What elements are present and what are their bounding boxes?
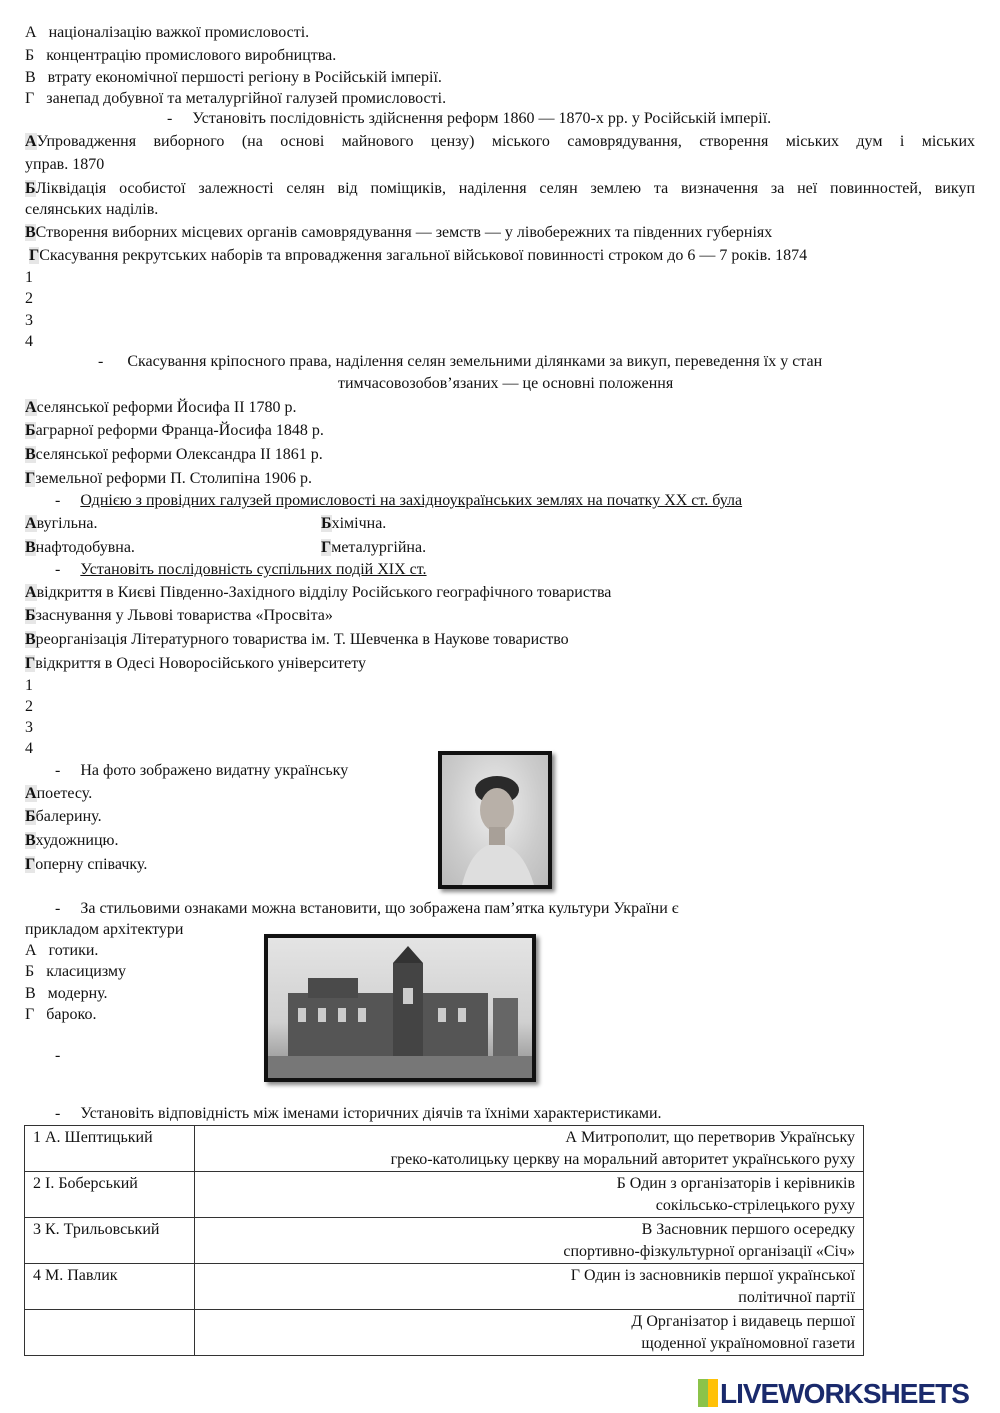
- option-c[interactable]: Вхудожницю.: [25, 832, 119, 849]
- answer-slot-4[interactable]: 4: [25, 740, 33, 757]
- question-title: - Установіть послідовність здійснення реформ 1860 — 1870-х рр. у Російській імперії.: [167, 110, 772, 127]
- option-b[interactable]: Ббалерину.: [25, 808, 102, 825]
- option-a[interactable]: Апоетесу.: [25, 785, 93, 802]
- description-cell: Д Організатор і видавець першої щоденної україномовної газети: [195, 1310, 864, 1356]
- option-b[interactable]: Бхімічна.: [321, 515, 387, 532]
- answer-slot-2[interactable]: 2: [25, 698, 33, 715]
- option-a: АУпровадження виборного (на основі майнового цензу) міського самоврядування, створення міських дум і міських: [25, 133, 975, 150]
- table-row: [25, 1218, 864, 1264]
- table-row: [25, 1310, 864, 1356]
- option-b: БЛіквідація особистої залежності селян від поміщиків, наділення селян землею та визначення за неї повинностей, викуп: [25, 180, 975, 197]
- description-cell: Г Один із засновників першої української політичної партії: [195, 1264, 864, 1310]
- table-row: [25, 1126, 864, 1172]
- question-title: - За стильовими ознаками можна встановити, що зображена пам’ятка культури України є: [55, 900, 679, 917]
- description-cell: Б Один з організаторів і керівників сокільсько-стрілецького руху: [195, 1172, 864, 1218]
- answer-slot-2[interactable]: 2: [25, 290, 33, 307]
- option-d[interactable]: Гметалургійна.: [321, 539, 427, 556]
- option-a[interactable]: Авугільна.: [25, 515, 98, 532]
- option-c[interactable]: В втрату економічної першості регіону в Російській імперії.: [25, 69, 442, 86]
- empty-bullet: -: [55, 1047, 61, 1064]
- answer-slot-3[interactable]: 3: [25, 719, 33, 736]
- option-c[interactable]: Внафтодобувна.: [25, 539, 135, 556]
- option-d[interactable]: Г бароко.: [25, 1006, 97, 1023]
- description-cell: А Митрополит, що перетворив Українську греко-католицьку церкву на моральний авторитет українського руху: [195, 1126, 864, 1172]
- matching-table: [24, 1125, 864, 1356]
- answer-slot-1[interactable]: 1: [25, 677, 33, 694]
- option-b: Бзаснування у Львові товариства «Просвіта»: [25, 607, 333, 624]
- answer-slot-4[interactable]: 4: [25, 333, 33, 350]
- question-title: - На фото зображено видатну українську: [55, 762, 349, 779]
- table-row: [25, 1172, 864, 1218]
- option-b[interactable]: Баграрної реформи Франца-Йосифа 1848 р.: [25, 422, 324, 439]
- name-cell: [25, 1310, 195, 1356]
- option-a[interactable]: А націоналізацію важкої промисловості.: [25, 24, 310, 41]
- option-a[interactable]: А готики.: [25, 942, 99, 959]
- description-cell: В Засновник першого осередку спортивно-фізкультурної організації «Січ»: [195, 1218, 864, 1264]
- building-photo: [264, 934, 536, 1082]
- table-row: [25, 1264, 864, 1310]
- option-c: ВСтворення виборних місцевих органів самоврядування — земств — у лівобережних та південних губерніях: [25, 224, 773, 241]
- name-cell: 1 А. Шептицький: [25, 1126, 195, 1172]
- option-a[interactable]: Аселянської реформи Йосифа ІІ 1780 р.: [25, 399, 297, 416]
- answer-slot-1[interactable]: 1: [25, 269, 33, 286]
- name-cell: 4 М. Павлик: [25, 1264, 195, 1310]
- logo-icon: [698, 1379, 718, 1407]
- option-a: Авідкриття в Києві Південно-Західного відділу Російського географічного товариства: [25, 584, 612, 601]
- option-a-cont: управ. 1870: [25, 156, 105, 173]
- question-title-cont: прикладом архітектури: [25, 921, 184, 938]
- name-cell: 2 І. Боберський: [25, 1172, 195, 1218]
- option-b[interactable]: Б класицизму: [25, 963, 127, 980]
- question-title: - Однією з провідних галузей промисловості на західноукраїнських землях на початку ХХ ст. була: [55, 492, 743, 509]
- option-d[interactable]: Гземельної реформи П. Столипіна 1906 р.: [25, 470, 313, 487]
- option-c[interactable]: Вселянської реформи Олександра ІІ 1861 р.: [25, 446, 323, 463]
- building-icon: [268, 938, 532, 1078]
- question-title-cont: тимчасовозобов’язаних — це основні положення: [338, 375, 674, 392]
- answer-slot-3[interactable]: 3: [25, 312, 33, 329]
- option-d[interactable]: Гоперну співачку.: [25, 856, 148, 873]
- option-d[interactable]: Г занепад добувної та металургійної галузей промисловості.: [25, 90, 447, 107]
- woman-portrait-icon: [442, 755, 548, 885]
- portrait-photo: [438, 751, 552, 889]
- option-d: ГСкасування рекрутських наборів та впровадження загальної військової повинності строком до 6 — 7 років. 1874: [29, 247, 808, 264]
- question-title: - Скасування кріпосного права, наділення селян земельними ділянками за викуп, переведення їх у стан: [98, 353, 823, 370]
- question-title: - Установіть відповідність між іменами історичних діячів та їхніми характеристиками.: [55, 1105, 662, 1122]
- option-b[interactable]: Б концентрацію промислового виробництва.: [25, 47, 337, 64]
- option-d: Гвідкриття в Одесі Новоросійського університету: [25, 655, 367, 672]
- option-c[interactable]: В модерну.: [25, 985, 108, 1002]
- name-cell: 3 К. Трильовський: [25, 1218, 195, 1264]
- option-c: Вреорганізація Літературного товариства ім. Т. Шевченка в Наукове товариство: [25, 631, 569, 648]
- option-b-cont: селянських наділів.: [25, 201, 159, 218]
- question-title: - Установіть послідовність суспільних подій ХІХ ст.: [55, 561, 427, 578]
- liveworksheets-logo: LIVEWORKSHEETS: [698, 1378, 969, 1410]
